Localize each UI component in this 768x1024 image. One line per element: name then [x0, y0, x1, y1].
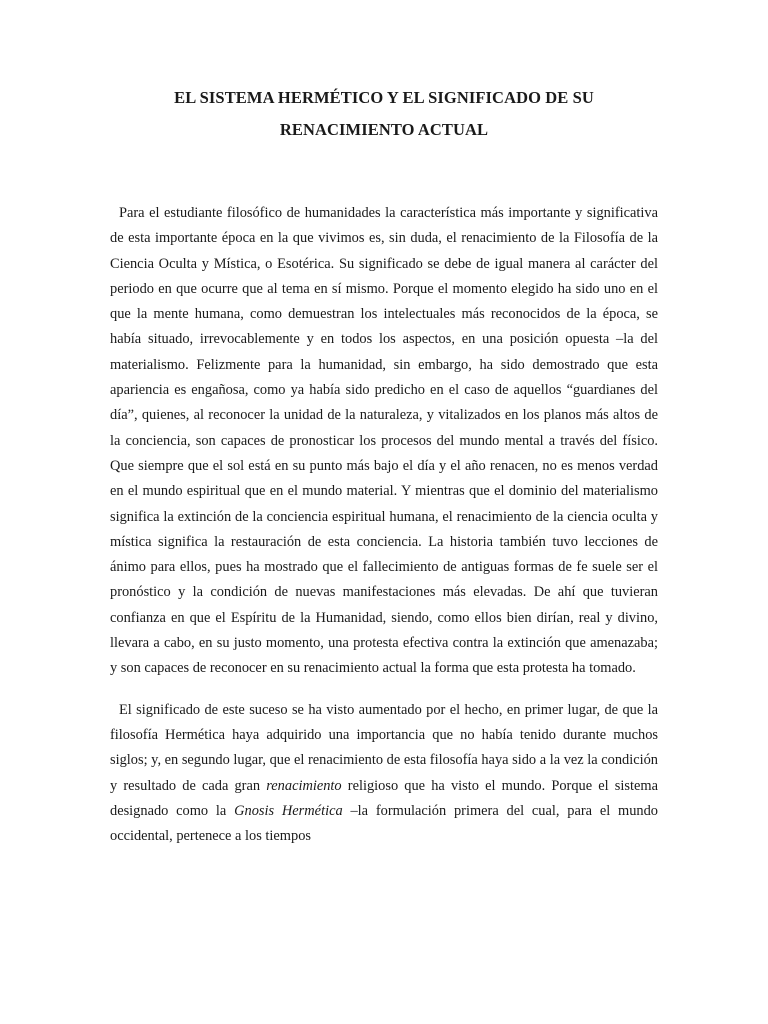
- paragraph-2-emphasis-1: renacimiento: [266, 777, 342, 794]
- paragraph-2-text-b: religioso que ha visto el mundo. Porque el sistema designado como la: [110, 777, 658, 819]
- title-line-1: EL SISTEMA HERMÉTICO Y EL SIGNIFICADO DE SU: [174, 88, 594, 107]
- document-body: [110, 201, 658, 849]
- document-title: [110, 82, 658, 146]
- paragraph-1: Para el estudiante filosófico de humanidades la característica más importante y significativa de esta importante época en la que vivimos es, sin duda, el renacimiento de la Filosofía de la Ciencia Oculta y Mística, o Esotérica. Su significado se debe de igual manera al carácter del periodo en que ocurre que al tema en sí mismo. Porque el momento elegido ha sido uno en el que la mente humana, como demuestran los intelectuales más reconocidos de la época, se había situado, irrevocablemente y en todos los aspectos, en una posición opuesta –la del materialismo. Felizmente para la humanidad, sin embargo, ha sido demostrado que esta apariencia es engañosa, como ya había sido predicho en el caso de aquellos “guardianes del día”, quienes, al reconocer la unidad de la naturaleza, y vitalizados en los planos más altos de la conciencia, son capaces de pronosticar los procesos del mundo mental a través del físico. Que siempre que el sol está en su punto más bajo el día y el año renacen, no es menos verdad en el mundo espiritual que en el mundo material. Y mientras que el dominio del materialismo significa la extinción de la conciencia espiritual humana, el renacimiento de la ciencia oculta y mística significa la restauración de esta conciencia. La historia también tuvo lecciones de ánimo para ellos, pues ha mostrado que el fallecimiento de antiguas formas de fe suele ser el pronóstico y la condición de nuevas manifestaciones más elevadas. De ahí que tuvieran confianza en que el Espíritu de la Humanidad, siendo, como ellos bien dirían, real y divino, llevara a cabo, en su justo momento, una protesta efectiva contra la extinción que amenazaba; y son capaces de reconocer en su renacimiento actual la forma que esta protesta ha tomado.: [110, 205, 658, 677]
- paragraph-2-text-a: El significado de este suceso se ha visto aumentado por el hecho, en primer lugar, de que la filosofía Hermética haya adquirido una importancia que no había tenido durante muchos siglos; y, en segundo lugar, que el renacimiento de esta filosofía haya sido a la vez la condición y resultado de cada gran: [110, 701, 658, 794]
- paragraph-2: [110, 698, 658, 850]
- paragraph-2-text-c: –la formulación primera del cual, para el mundo occidental, pertenece a los tiempos: [110, 802, 658, 845]
- title-line-2: RENACIMIENTO ACTUAL: [279, 120, 489, 139]
- paragraph-2-emphasis-2: Gnosis Hermética: [234, 802, 343, 819]
